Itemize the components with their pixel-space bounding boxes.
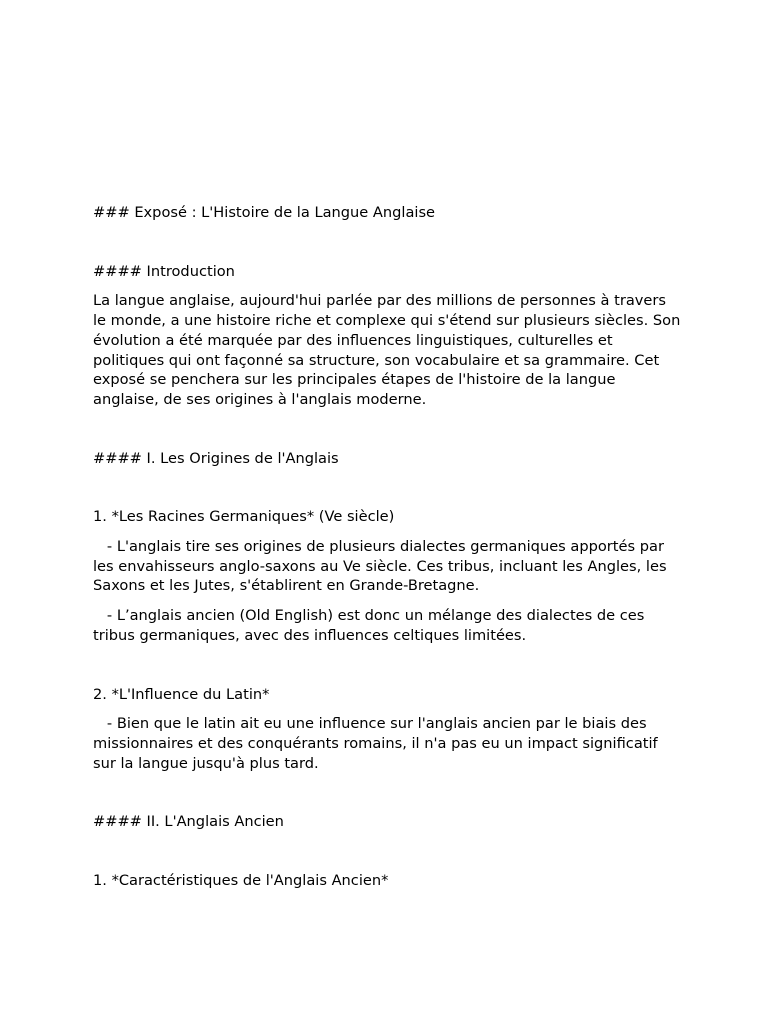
item-germanic-roots-paragraph-1: - L'anglais tire ses origines de plusieurs dialectes germaniques apportés par les envahisseurs anglo-saxons au Ve siècle. Ces tribus, incluant les Angles, les Saxons et les Jutes, s'établirent en Grande-Bretagne. [93, 538, 672, 595]
document-title: ### Exposé : L'Histoire de la Langue Anglaise [93, 204, 436, 221]
item-latin-influence-paragraph-1: - Bien que le latin ait eu une influence sur l'anglais ancien par le biais des missionnaires et des conquérants romains, il n'a pas eu un impact significatif sur la langue jusqu'à plus tard. [93, 715, 663, 772]
item-germanic-roots-paragraph-2: - L’anglais ancien (Old English) est donc un mélange des dialectes de ces tribus germaniques, avec des influences celtiques limitées. [93, 607, 650, 644]
introduction-paragraph: La langue anglaise, aujourd'hui parlée par des millions de personnes à travers le monde, a une histoire riche et complexe qui s'étend sur plusieurs siècles. Son évolution a été marquée par des influences linguistiques, culturelles et politiques qui ont façonné sa structure, son vocabulaire et sa grammaire. Cet exposé se penchera sur les principales étapes de l'histoire de la langue anglaise, de ses origines à l'anglais moderne. [93, 292, 685, 408]
item-germanic-roots-heading: 1. *Les Racines Germaniques* (Ve siècle) [93, 508, 395, 526]
introduction-heading: #### Introduction [93, 262, 235, 280]
item-old-english-characteristics-heading: 1. *Caractéristiques de l'Anglais Ancien* [93, 872, 389, 890]
document-body [93, 203, 683, 891]
section-origins-heading: #### I. Les Origines de l'Anglais [93, 449, 339, 467]
item-latin-influence-heading: 2. *L'Influence du Latin* [93, 685, 270, 703]
section-old-english-heading: #### II. L'Anglais Ancien [93, 813, 284, 831]
